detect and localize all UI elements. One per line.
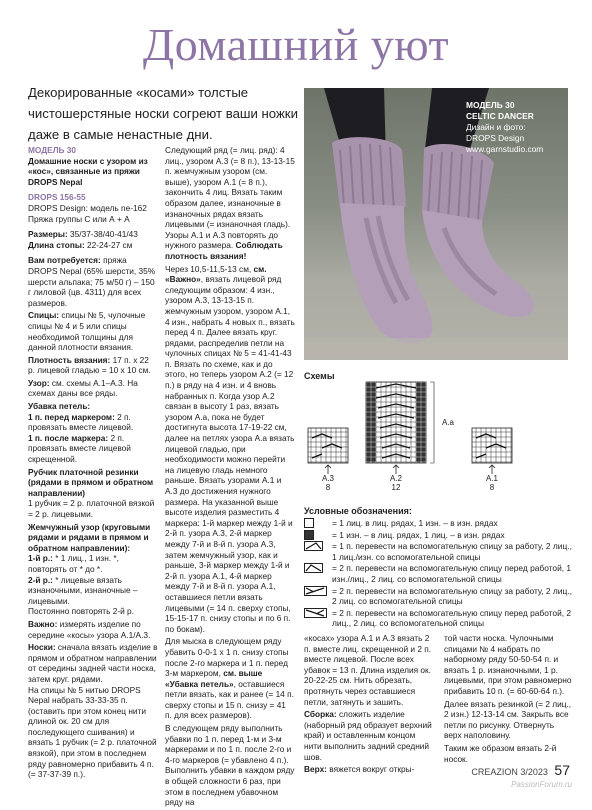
column-4 xyxy=(444,633,572,766)
col4-para-1: той части носка. Чулочными спицами № 4 набрать по наборному ряду 50-50-54 п. и вязать 1 р. изнаночными, 1 р. лицевыми, при этом равномерно прибавить 10 п. (= 60-60-64 п.). xyxy=(444,633,572,696)
photo-credit-line-1: Дизайн и фото: xyxy=(466,122,526,132)
page-number: 57 xyxy=(554,762,570,778)
important-text: измерять изделие по середине «косы» узора A.1/A.3. xyxy=(28,618,151,640)
pattern-text: см. схемы A.1–A.3. На схемах даны все ряды. xyxy=(28,377,138,399)
legend-row-cable-4: = 2 п. перевести на вспомогательную спицу перед работой, 2 лиц., 2 лиц. со вспомогательной спицы xyxy=(304,608,574,629)
knitting-charts xyxy=(306,382,572,500)
magazine-issue: CREAZION 3/2023 xyxy=(471,767,548,777)
cable-left-3-icon xyxy=(304,563,332,573)
column-3 xyxy=(304,633,434,777)
pearl-row-1-label: 1-й р.: xyxy=(28,553,53,564)
legend-title: Условные обозначения: xyxy=(304,506,412,516)
pearl-row-2-label: 2-й р.: xyxy=(28,574,53,585)
sizes-label: Размеры: xyxy=(28,229,68,240)
decrease-1-text: 2 п. провязать вместе лицевой. xyxy=(28,411,134,433)
chart-a2 xyxy=(366,382,434,463)
materials-label: Вам потребуется: xyxy=(28,255,101,266)
page-title: Домашний уют xyxy=(142,19,450,70)
pattern-label: Узор: xyxy=(28,377,50,388)
assembly-text: сложить изделие (наборный ряд образует верхний край) и оставленным концом нити выполнить задний средний шов. xyxy=(304,709,432,762)
cable-right-4-icon xyxy=(304,586,332,596)
decrease-label: Убавка петель: xyxy=(28,401,91,412)
col2-important-ref: см. «Важно» xyxy=(165,263,267,285)
photo-model-name: CELTIC DANCER xyxy=(466,111,534,121)
purl-symbol-icon xyxy=(304,530,332,540)
photo-credit-line-2: DROPS Design xyxy=(466,133,525,143)
column-2 xyxy=(165,145,295,810)
legend-row-knit: = 1 лиц. в лиц. рядах, 1 изн. – в изн. рядах xyxy=(304,518,574,529)
cable-right-3-icon xyxy=(304,541,332,551)
materials-text: пряжа DROPS Nepal (65% шерсти, 35% шерсти альпака; 75 м/50 г) – 150 г лиловой (цв. 4311) для всех размеров. xyxy=(28,255,156,308)
socks-cast-on-text: На спицы № 5 нитью DROPS Nepal набрать 33-33-35 п. (оставить при этом конец нити длиной ок. 20 см для последующего сшивания) и вязать 1 рубчик (= 2 р. платочной вязкой), при этом в последнем ряду равномерно прибавить 4 п. (= 37-37-39 п.). xyxy=(28,684,157,780)
page-footer xyxy=(471,762,570,778)
col4-para-2: Далее вязать резинкой (= 2 лиц., 2 изн.) 12-13-14 см. Закрыть все петли по рисунку. Отвернуть верх наполовину. xyxy=(444,698,572,741)
legend-row-cable-2: = 2 п. перевести на вспомогательную спицу перед работой, 1 изн./лиц., 2 лиц. со вспомогательной спицы xyxy=(304,563,574,584)
decrease-1-label: 1 п. перед маркером: xyxy=(28,411,115,422)
col2-density-note: Соблюдать плотность вязания! xyxy=(165,240,283,261)
model-description: Домашние носки с узором из «кос», связанные из пряжи DROPS Nepal xyxy=(28,155,148,187)
legend-row-cable-3: = 2 п. перевести на вспомогательную спицу за работу, 2 лиц., 2 лиц. со вспомогательной спицы xyxy=(304,586,574,607)
col2-para-4: В следующем ряду выполнить убавки по 1 п. перед 1-м и 3-м маркерами и по 1 п. после 2-го и 4-го маркеров (= убавлено 4 п.). Выполнить убавки в каждом ряду в общей сложности 6 раз, при этом в последнем убавочном ряду на xyxy=(165,723,295,808)
needles-text: спицы № 5, чулочные спицы № 4 и 5 или спицы необходимой толщины для данной плотности вязания. xyxy=(28,310,146,353)
length-label: Длина стопы: xyxy=(28,239,85,250)
watermark: PassionForum.ru xyxy=(511,780,572,789)
cable-left-4-icon xyxy=(304,608,332,618)
legend-row-cable-1: = 1 п. перевести на вспомогательную спицу за работу, 2 лиц., 1 лиц./изн. со вспомогательной спицы xyxy=(304,541,574,562)
col2-para-1: Следующий ряд (= лиц. ряд): 4 лиц., узором A.3 (= 8 п.), 13-13-15 п. жемчужным узором (см. выше), узором A.1 (= 8 п.), закончить 4 лиц. Вязать таким образом далее, изнаночные в изнаночных рядах вязать лицевыми (= изнаночная гладь). Узоры A.1 и A.3 повторять до нужного размера. xyxy=(165,145,295,251)
decrease-2-text: 2 п. провязать вместе лицевой скрещенной. xyxy=(28,432,131,465)
design-code: DROPS Design: модель ne-162 xyxy=(28,202,147,213)
pearl-label: Жемчужный узор (круговыми рядами и рядами в прямом и обратном направлении): xyxy=(28,521,151,553)
photo-site: www.garnstudio.com xyxy=(466,144,544,154)
density-label: Плотность вязания: xyxy=(28,354,111,365)
col2-decrease-ref: см. выше «Убавка петель» xyxy=(165,668,263,689)
column-1 xyxy=(28,145,158,782)
model-label: МОДЕЛЬ 30 xyxy=(28,145,77,155)
col2-para-3: Для мыска в следующем ряду убавить 0-0-1 х 1 п. снизу стопы после 2-го маркера и 1 п. перед 3-м маркером, xyxy=(165,636,289,679)
chart-a1 xyxy=(472,428,512,463)
top-text: вяжется вокруг откры- xyxy=(329,764,415,775)
rib-label: Рубчик платочной резинки (рядами в прямом и обратном направлении) xyxy=(28,466,154,498)
decrease-2-label: 1 п. после маркера: xyxy=(28,432,109,443)
photo-model-label: МОДЕЛЬ 30 xyxy=(466,100,515,110)
legend-row-purl: = 1 изн. – в лиц. рядах, 1 лиц. – в изн. рядах xyxy=(304,530,574,541)
density-text: 17 п. х 22 р. лицевой гладью = 10 х 10 см. xyxy=(28,354,151,376)
chart-aa-label: A.a xyxy=(441,418,454,427)
top-label: Верх: xyxy=(304,764,327,775)
yarn-group: Пряжа группы С или А + А xyxy=(28,213,130,224)
col2-para-2: Через 10,5-11,5-13 см, xyxy=(165,263,252,274)
intro-text: Декорированные «косами» толстые чистошерстяные носки согреют ваши ножки даже в самые ненастные дни. xyxy=(28,85,298,142)
model-code: DROPS 156-55 xyxy=(28,192,86,203)
chart-a2-label: A.2 12 xyxy=(389,474,402,492)
pearl-row-2-text: * лицевые вязать изнаночными, изнаночные – лицевыми. xyxy=(28,574,138,606)
photo-caption xyxy=(466,100,576,155)
chart-a3-label: A.3 8 xyxy=(321,474,334,492)
assembly-label: Сборка: xyxy=(304,709,337,720)
col2-para-3b: , оставшиеся петли вязать, как и ранее (= 14 п. сверху стопы и 15 п. снизу = 41 п. для всех размеров). xyxy=(165,678,294,721)
schemes-title: Схемы xyxy=(304,371,335,381)
important-label: Важно: xyxy=(28,618,58,629)
socks-text: сначала вязать изделие в прямом и обратном направлении от середины задней части носка, затем круг. рядами. xyxy=(28,642,158,684)
pearl-row-1-text: * 1 лиц., 1 изн. *, повторять от * до *. xyxy=(28,553,119,574)
chart-a1-label: A.1 8 xyxy=(485,474,498,492)
legend xyxy=(304,518,574,630)
sizes-value: 35/37-38/40-41/43 xyxy=(70,229,138,240)
pearl-repeat: Постоянно повторять 2-й р. xyxy=(28,606,134,617)
knit-symbol-icon xyxy=(304,518,332,528)
length-value: 22-24-27 см xyxy=(87,239,133,250)
col2-para-2b: , вязать лицевой ряд следующим образом: 4 изн., узором A.3, 13-13-15 п. жемчужным узором, узором A.1, 4 изн., набрать 4 новых п., вязать перед 4 п. Далее вязать круг. рядами, распределив петли на чулочных спицах № 5 = 41-41-43 п. Вязать по схеме, как и до этого, но теперь узором A.2 (= 12 п.) в ряду на 4 изн. и 4 вновь набранных п. Когда узор A.2 связан в высоту 1 раз, вязать узором A.a, пока не будет достигнута высота 17-19-22 см, далее на петлях узора A.a вязать лицевой гладью, при необходимости можно перейти на лицевую гладь немного раньше. Вязать узорами A.1 и A.3 до достижения нужного размера. На указанной выше высоте изделия разместить 4 маркера: 1-й маркер между 1-й и 2-й п. узора A.3, 2-й маркер между 7-й и 8-й п. узора A.3, затем жемчужный узор, как и раньше, 3-й маркер между 1-й и 2-й п. узора A.1, 4-й маркер между 7-й и 8-й п. узора A.1, оставшиеся петли вязать лицевыми (= 14 п. сверху стопы, 15-15-17 п. снизу стопы и по 6 п. по бокам). xyxy=(165,274,295,634)
socks-label: Носки: xyxy=(28,642,56,653)
col3-para-1: «косах» узора A.1 и A.3 вязать 2 п. вместе лиц. скрещенной и 2 п. вместе лицевой. После всех убавок = 13 п. Длина изделия ок. 20-22-25 см. Нить обрезать, протянуть через оставшиеся петли, затянуть и зашить. xyxy=(304,633,432,707)
needles-label: Спицы: xyxy=(28,310,60,321)
rib-text: 1 рубчик = 2 р. платочной вязкой = 2 р. лицевыми. xyxy=(28,498,155,519)
chart-a3 xyxy=(308,428,348,463)
col4-para-3: Таким же образом вязать 2-й носок. xyxy=(444,742,557,764)
